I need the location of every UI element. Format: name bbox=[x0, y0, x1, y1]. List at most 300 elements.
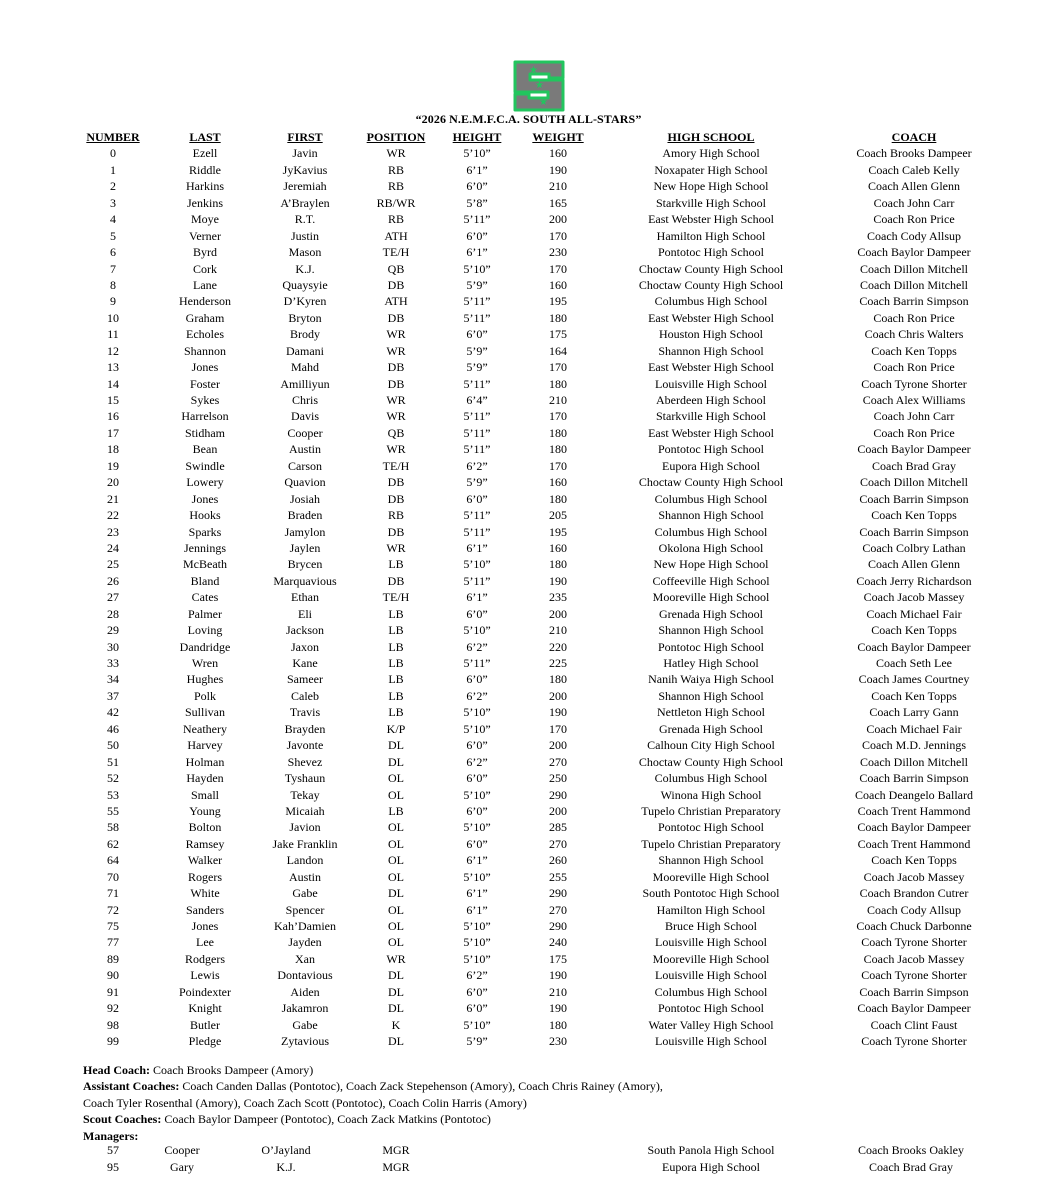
player-weight: 180 bbox=[549, 1017, 567, 1032]
player-row bbox=[0, 967, 1057, 983]
player-high-school: Winona High School bbox=[660, 787, 762, 802]
player-weight: 255 bbox=[549, 869, 567, 884]
school-s-logo bbox=[509, 59, 569, 113]
player-height: 5’11” bbox=[463, 376, 491, 391]
player-number: 14 bbox=[107, 376, 119, 391]
player-weight: 160 bbox=[549, 277, 567, 292]
player-last: Ezell bbox=[192, 146, 218, 161]
player-last: Bean bbox=[192, 442, 218, 457]
assistant-coaches-value: Coach Canden Dallas (Pontotoc), Coach Zack Stepehenson (Amory), Coach Chris Rainey (Amory), bbox=[179, 1079, 663, 1094]
player-height: 5’11” bbox=[463, 425, 491, 440]
player-high-school: Mooreville High School bbox=[652, 590, 770, 605]
player-position: OL bbox=[388, 853, 404, 868]
player-position: OL bbox=[388, 869, 404, 884]
player-high-school: Hamilton High School bbox=[656, 902, 766, 917]
player-height: 5’10” bbox=[463, 820, 491, 835]
player-weight: 270 bbox=[549, 836, 567, 851]
player-height: 5’11” bbox=[463, 409, 491, 424]
player-coach: Coach Clint Faust bbox=[870, 1017, 958, 1032]
manager-number: 95 bbox=[107, 1159, 119, 1174]
player-coach: Coach John Carr bbox=[873, 409, 955, 424]
player-last: Echoles bbox=[186, 327, 224, 342]
player-height: 5’10” bbox=[463, 919, 491, 933]
player-position: DB bbox=[387, 524, 405, 539]
player-row bbox=[0, 787, 1057, 803]
player-height: 5’10” bbox=[463, 951, 491, 966]
player-last: Knight bbox=[188, 1001, 222, 1016]
player-coach: Coach Dillon Mitchell bbox=[860, 475, 968, 490]
player-high-school: Louisville High School bbox=[655, 1034, 767, 1049]
player-position: WR bbox=[386, 327, 406, 342]
player-number: 13 bbox=[107, 360, 119, 375]
player-number: 64 bbox=[107, 853, 119, 868]
player-height: 6’1” bbox=[466, 853, 488, 868]
player-coach: Coach Jerry Richardson bbox=[856, 573, 972, 588]
player-number: 12 bbox=[107, 343, 119, 358]
player-row bbox=[0, 688, 1057, 704]
player-coach: Coach Allen Glenn bbox=[868, 557, 960, 572]
player-weight: 290 bbox=[549, 787, 567, 802]
player-last: Sanders bbox=[186, 902, 224, 917]
player-position: OL bbox=[388, 771, 404, 786]
player-weight: 180 bbox=[549, 376, 567, 391]
player-coach: Coach Barrin Simpson bbox=[859, 984, 969, 999]
player-first: Sameer bbox=[287, 672, 323, 687]
player-position: RB bbox=[387, 162, 405, 177]
player-last: Butler bbox=[190, 1017, 220, 1032]
player-last: Cates bbox=[191, 590, 219, 605]
player-last: Poindexter bbox=[179, 984, 231, 999]
player-coach: Coach Ron Price bbox=[873, 212, 955, 227]
player-first: Jaylen bbox=[289, 540, 321, 555]
player-height: 6’0” bbox=[466, 1001, 488, 1016]
player-row bbox=[0, 737, 1057, 753]
header-high-school: HIGH SCHOOL bbox=[667, 130, 755, 144]
player-first: Mason bbox=[288, 245, 322, 260]
player-first: Jaxon bbox=[291, 639, 319, 654]
player-number: 10 bbox=[107, 310, 119, 325]
player-last: Riddle bbox=[189, 162, 221, 177]
player-weight: 230 bbox=[549, 245, 567, 260]
player-coach: Coach Barrin Simpson bbox=[859, 524, 969, 539]
player-row bbox=[0, 573, 1057, 589]
player-row bbox=[0, 540, 1057, 556]
player-number: 11 bbox=[107, 327, 119, 342]
player-high-school: Pontotoc High School bbox=[657, 820, 765, 835]
player-number: 92 bbox=[107, 1001, 119, 1016]
player-number: 9 bbox=[110, 294, 116, 309]
player-coach: Coach Seth Lee bbox=[876, 656, 952, 670]
player-weight: 210 bbox=[549, 393, 567, 407]
player-first: Kah’Damien bbox=[274, 919, 336, 933]
player-high-school: Noxapater High School bbox=[654, 162, 768, 177]
player-row bbox=[0, 162, 1057, 178]
player-row bbox=[0, 606, 1057, 622]
player-last: Bland bbox=[190, 573, 220, 588]
player-weight: 175 bbox=[549, 327, 567, 342]
player-first: Caleb bbox=[291, 688, 319, 703]
player-last: Loving bbox=[187, 623, 223, 638]
player-number: 0 bbox=[110, 146, 116, 161]
player-first: Justin bbox=[290, 228, 320, 243]
player-last: Bolton bbox=[188, 820, 222, 835]
player-number: 5 bbox=[110, 228, 116, 243]
player-coach: Coach Alex Williams bbox=[862, 393, 966, 407]
player-high-school: Pontotoc High School bbox=[657, 1001, 765, 1016]
player-high-school: Okolona High School bbox=[658, 540, 764, 555]
manager-row bbox=[0, 1142, 1057, 1159]
player-coach: Coach Baylor Dampeer bbox=[857, 442, 971, 457]
player-weight: 170 bbox=[549, 721, 567, 736]
player-high-school: East Webster High School bbox=[648, 212, 774, 227]
player-row bbox=[0, 145, 1057, 161]
player-high-school: Shannon High School bbox=[658, 853, 764, 868]
player-first: Bryton bbox=[288, 310, 322, 325]
player-height: 5’8” bbox=[466, 195, 488, 210]
player-high-school: Aberdeen High School bbox=[656, 393, 766, 407]
player-first: Travis bbox=[289, 705, 321, 720]
player-first: Austin bbox=[288, 869, 322, 884]
player-weight: 180 bbox=[549, 310, 567, 325]
head-coach-line bbox=[83, 1062, 1043, 1078]
manager-high-school: Eupora High School bbox=[662, 1159, 760, 1174]
player-number: 17 bbox=[107, 425, 119, 440]
player-last: Swindle bbox=[185, 458, 225, 473]
player-coach: Coach Brandon Cutrer bbox=[859, 886, 969, 901]
player-high-school: Louisville High School bbox=[655, 935, 767, 950]
managers-table bbox=[0, 1142, 1057, 1175]
player-position: TE/H bbox=[382, 458, 410, 473]
player-number: 1 bbox=[110, 162, 116, 177]
player-high-school: Columbus High School bbox=[654, 491, 768, 506]
player-coach: Coach Barrin Simpson bbox=[859, 771, 969, 786]
player-number: 16 bbox=[107, 409, 119, 424]
player-row bbox=[0, 310, 1057, 326]
player-first: Cooper bbox=[287, 425, 323, 440]
player-coach: Coach Deangelo Ballard bbox=[855, 787, 973, 802]
player-coach: Coach Dillon Mitchell bbox=[860, 277, 968, 292]
player-position: WR bbox=[386, 343, 406, 358]
player-weight: 290 bbox=[549, 886, 567, 901]
player-last: Rodgers bbox=[185, 951, 225, 966]
player-height: 5’9” bbox=[466, 475, 488, 490]
player-row bbox=[0, 425, 1057, 441]
manager-first: K.J. bbox=[276, 1159, 296, 1174]
player-weight: 200 bbox=[549, 212, 567, 227]
player-row bbox=[0, 524, 1057, 540]
player-weight: 270 bbox=[549, 754, 567, 769]
player-height: 5’10” bbox=[463, 935, 491, 950]
player-number: 75 bbox=[107, 919, 119, 933]
player-height: 6’0” bbox=[466, 984, 488, 999]
player-number: 37 bbox=[107, 688, 119, 703]
player-height: 5’11” bbox=[463, 524, 491, 539]
player-high-school: Hamilton High School bbox=[656, 228, 766, 243]
player-first: Damani bbox=[286, 343, 324, 358]
player-weight: 190 bbox=[549, 968, 567, 983]
player-last: Moye bbox=[191, 212, 219, 227]
player-coach: Coach Baylor Dampeer bbox=[857, 1001, 971, 1016]
player-coach: Coach Ken Topps bbox=[871, 343, 957, 358]
player-weight: 210 bbox=[549, 984, 567, 999]
player-number: 28 bbox=[107, 606, 119, 621]
player-coach: Coach Ron Price bbox=[873, 310, 955, 325]
player-row bbox=[0, 770, 1057, 786]
player-last: Harkins bbox=[186, 179, 224, 194]
player-number: 58 bbox=[107, 820, 119, 835]
player-position: DB bbox=[387, 310, 405, 325]
player-height: 5’11” bbox=[463, 310, 491, 325]
player-coach: Coach Brooks Dampeer bbox=[856, 146, 972, 161]
player-weight: 170 bbox=[549, 261, 567, 276]
player-position: DL bbox=[388, 1034, 404, 1049]
player-high-school: Pontotoc High School bbox=[657, 245, 765, 260]
player-position: LB bbox=[388, 688, 404, 703]
player-rows bbox=[0, 145, 1057, 1049]
player-weight: 205 bbox=[549, 508, 567, 523]
player-number: 20 bbox=[107, 475, 119, 490]
player-row bbox=[0, 622, 1057, 638]
player-height: 6’0” bbox=[466, 606, 488, 621]
player-number: 23 bbox=[107, 524, 119, 539]
player-position: DB bbox=[387, 475, 405, 490]
roster-title: “2026 N.E.M.F.C.A. SOUTH ALL-STARS” bbox=[415, 112, 642, 126]
player-high-school: Bruce High School bbox=[665, 919, 757, 933]
header-last: LAST bbox=[189, 130, 221, 144]
player-first: Brayden bbox=[284, 721, 326, 736]
player-weight: 160 bbox=[549, 146, 567, 161]
player-row bbox=[0, 211, 1057, 227]
player-last: Jones bbox=[191, 491, 219, 506]
player-weight: 260 bbox=[549, 853, 567, 868]
player-coach: Coach Trent Hammond bbox=[857, 803, 971, 818]
player-height: 6’2” bbox=[466, 639, 488, 654]
player-first: Mahd bbox=[291, 360, 319, 375]
player-height: 5’9” bbox=[466, 343, 488, 358]
player-coach: Coach Baylor Dampeer bbox=[857, 639, 971, 654]
player-first: Jeremiah bbox=[283, 179, 327, 194]
player-first: Landon bbox=[286, 853, 324, 868]
player-first: Jakamron bbox=[281, 1001, 329, 1016]
player-number: 3 bbox=[110, 195, 116, 210]
player-high-school: New Hope High School bbox=[653, 557, 769, 572]
player-coach: Coach Trent Hammond bbox=[857, 836, 971, 851]
player-first: K.J. bbox=[295, 261, 315, 276]
player-number: 53 bbox=[107, 787, 119, 802]
player-last: Neathery bbox=[183, 721, 227, 736]
player-first: Javin bbox=[292, 146, 318, 161]
player-first: Javion bbox=[289, 820, 321, 835]
player-position: DB bbox=[387, 491, 405, 506]
player-weight: 210 bbox=[549, 623, 567, 638]
player-row bbox=[0, 178, 1057, 194]
player-high-school: Columbus High School bbox=[654, 984, 768, 999]
player-first: Brycen bbox=[287, 557, 323, 572]
player-high-school: Nettleton High School bbox=[657, 705, 765, 720]
player-row bbox=[0, 934, 1057, 950]
player-row bbox=[0, 359, 1057, 375]
player-position: RB/WR bbox=[376, 195, 416, 210]
player-last: Wren bbox=[191, 656, 219, 670]
header-height: HEIGHT bbox=[452, 130, 502, 144]
player-weight: 190 bbox=[549, 1001, 567, 1016]
player-first: Carson bbox=[288, 458, 322, 473]
player-last: Harvey bbox=[187, 738, 223, 753]
player-position: DL bbox=[388, 738, 404, 753]
player-height: 5’10” bbox=[463, 557, 491, 572]
player-first: Xan bbox=[295, 951, 315, 966]
player-number: 25 bbox=[107, 557, 119, 572]
player-first: Gabe bbox=[292, 1017, 318, 1032]
player-height: 6’4” bbox=[466, 393, 488, 407]
player-first: Jamylon bbox=[284, 524, 326, 539]
player-high-school: Columbus High School bbox=[654, 294, 768, 309]
player-number: 19 bbox=[107, 458, 119, 473]
player-number: 6 bbox=[110, 245, 116, 260]
player-height: 5’11” bbox=[463, 294, 491, 309]
player-high-school: Grenada High School bbox=[659, 606, 763, 621]
player-first: Dontavious bbox=[277, 968, 333, 983]
manager-last: Gary bbox=[170, 1159, 194, 1174]
player-first: Zytavious bbox=[281, 1034, 329, 1049]
player-height: 5’11” bbox=[463, 508, 491, 523]
player-number: 90 bbox=[107, 968, 119, 983]
player-position: OL bbox=[388, 902, 404, 917]
player-position: RB bbox=[387, 212, 405, 227]
player-first: Brody bbox=[290, 327, 320, 342]
player-position: WR bbox=[386, 442, 406, 457]
player-coach: Coach Jacob Massey bbox=[863, 590, 965, 605]
header-weight: WEIGHT bbox=[532, 130, 584, 144]
player-number: 52 bbox=[107, 771, 119, 786]
header-row bbox=[0, 129, 1057, 145]
player-weight: 195 bbox=[549, 294, 567, 309]
player-coach: Coach James Courtney bbox=[858, 672, 970, 687]
header-number: NUMBER bbox=[86, 130, 140, 144]
player-row bbox=[0, 441, 1057, 457]
player-position: ATH bbox=[384, 294, 408, 309]
player-high-school: East Webster High School bbox=[648, 425, 774, 440]
player-row bbox=[0, 902, 1057, 918]
staff-section bbox=[83, 1062, 1043, 1144]
manager-row bbox=[0, 1159, 1057, 1176]
player-position: TE/H bbox=[382, 590, 410, 605]
player-first: Chris bbox=[291, 393, 319, 407]
player-high-school: Shannon High School bbox=[658, 623, 764, 638]
player-weight: 235 bbox=[549, 590, 567, 605]
player-high-school: Starkville High School bbox=[656, 195, 766, 210]
player-first: Ethan bbox=[291, 590, 319, 605]
player-high-school: Columbus High School bbox=[654, 771, 768, 786]
player-weight: 250 bbox=[549, 771, 567, 786]
player-number: 22 bbox=[107, 508, 119, 523]
player-weight: 180 bbox=[549, 425, 567, 440]
logo-star-2: ★ bbox=[535, 80, 544, 91]
player-position: WR bbox=[386, 393, 406, 407]
player-high-school: Nanih Waiya High School bbox=[648, 672, 774, 687]
player-last: Byrd bbox=[193, 245, 217, 260]
player-row bbox=[0, 376, 1057, 392]
player-last: Holman bbox=[185, 754, 225, 769]
scout-coaches-line bbox=[83, 1111, 1043, 1127]
player-position: OL bbox=[388, 935, 404, 950]
player-position: LB bbox=[388, 606, 404, 621]
player-number: 55 bbox=[107, 803, 119, 818]
player-height: 6’2” bbox=[466, 458, 488, 473]
player-first: Quaysyie bbox=[282, 277, 328, 292]
player-number: 18 bbox=[107, 442, 119, 457]
player-position: QB bbox=[387, 425, 405, 440]
player-coach: Coach Baylor Dampeer bbox=[857, 820, 971, 835]
player-last: Graham bbox=[185, 310, 225, 325]
player-height: 6’2” bbox=[466, 754, 488, 769]
player-high-school: Choctaw County High School bbox=[638, 754, 784, 769]
player-last: Lewis bbox=[190, 968, 220, 983]
player-coach: Coach Tyrone Shorter bbox=[861, 1034, 967, 1049]
player-weight: 200 bbox=[549, 738, 567, 753]
player-coach: Coach Michael Fair bbox=[866, 721, 962, 736]
player-number: 34 bbox=[107, 672, 119, 687]
player-coach: Coach Dillon Mitchell bbox=[860, 754, 968, 769]
player-weight: 200 bbox=[549, 606, 567, 621]
player-row bbox=[0, 228, 1057, 244]
player-height: 6’0” bbox=[466, 327, 488, 342]
player-row bbox=[0, 951, 1057, 967]
player-weight: 165 bbox=[549, 195, 567, 210]
player-row bbox=[0, 869, 1057, 885]
player-row bbox=[0, 293, 1057, 309]
player-high-school: Coffeeville High School bbox=[652, 573, 770, 588]
player-first: Jackson bbox=[286, 623, 324, 638]
player-high-school: Columbus High School bbox=[654, 524, 768, 539]
player-high-school: Shannon High School bbox=[658, 343, 764, 358]
player-first: D’Kyren bbox=[283, 294, 327, 309]
player-coach: Coach John Carr bbox=[873, 195, 955, 210]
player-high-school: Choctaw County High School bbox=[638, 277, 784, 292]
player-position: DB bbox=[387, 376, 405, 391]
player-height: 6’2” bbox=[466, 688, 488, 703]
player-coach: Coach Michael Fair bbox=[866, 606, 962, 621]
player-first: Josiah bbox=[290, 491, 320, 506]
player-weight: 160 bbox=[549, 475, 567, 490]
player-last: Stidham bbox=[184, 425, 226, 440]
player-height: 6’0” bbox=[466, 836, 488, 851]
player-weight: 210 bbox=[549, 179, 567, 194]
player-coach: Coach Ken Topps bbox=[871, 623, 957, 638]
player-number: 91 bbox=[107, 984, 119, 999]
player-high-school: Hatley High School bbox=[663, 656, 759, 670]
player-first: Micaiah bbox=[285, 803, 325, 818]
player-weight: 170 bbox=[549, 458, 567, 473]
player-weight: 285 bbox=[549, 820, 567, 835]
player-row bbox=[0, 671, 1057, 687]
assistant-coaches-line bbox=[83, 1078, 1043, 1094]
player-last: Jennings bbox=[184, 540, 226, 555]
player-last: Jones bbox=[191, 360, 219, 375]
player-row bbox=[0, 721, 1057, 737]
player-row bbox=[0, 639, 1057, 655]
player-weight: 200 bbox=[549, 803, 567, 818]
player-height: 5’11” bbox=[463, 442, 491, 457]
player-row bbox=[0, 885, 1057, 901]
player-number: 24 bbox=[107, 540, 119, 555]
player-position: DB bbox=[387, 573, 405, 588]
player-last: Hayden bbox=[186, 771, 224, 786]
manager-position: MGR bbox=[382, 1159, 410, 1174]
player-weight: 190 bbox=[549, 162, 567, 177]
player-row bbox=[0, 1017, 1057, 1033]
player-row bbox=[0, 277, 1057, 293]
